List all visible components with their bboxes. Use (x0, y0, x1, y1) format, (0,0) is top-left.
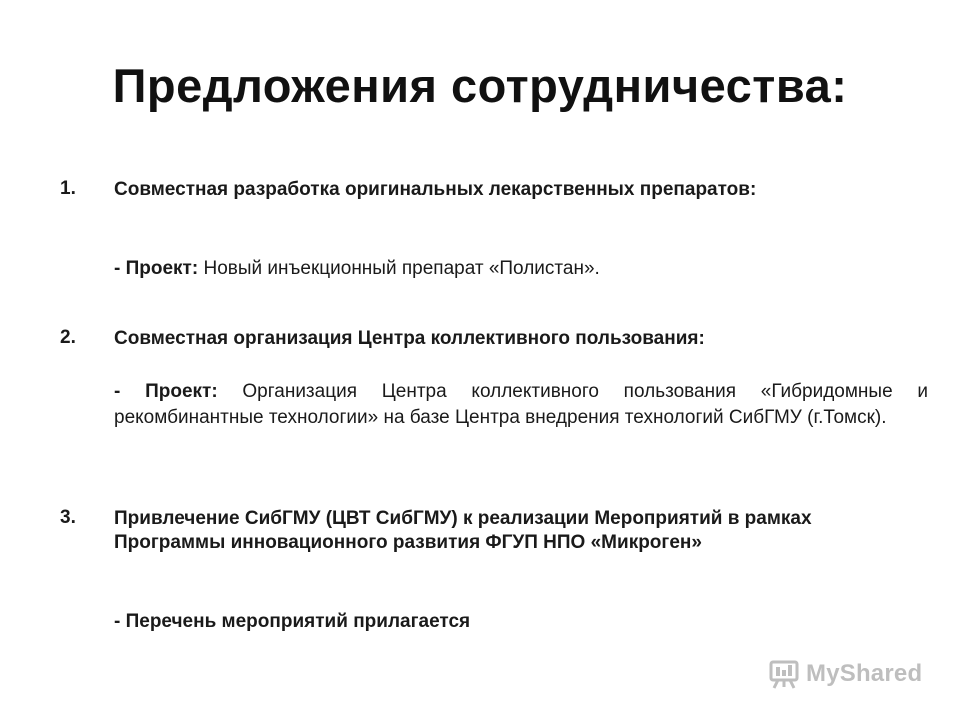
watermark-text: MyShared (806, 660, 923, 687)
watermark (768, 656, 922, 692)
item-detail (114, 256, 928, 282)
item-number: 2. (60, 327, 76, 348)
item-number: 1. (60, 178, 76, 199)
item-number: 3. (60, 507, 76, 528)
project-description: Новый инъекционный препарат «Полистан». (198, 258, 600, 279)
slide-title: Предложения сотрудничества: (112, 59, 848, 112)
project-description: Организация Центра коллективного пользования «Гибридомные и рекомбинантные технологии» на базе Центра внедрения технологий СибГМУ (г.Томск). (114, 381, 929, 428)
project-label: - Проект: (114, 258, 199, 279)
item-detail: - Перечень мероприятий прилагается (114, 611, 471, 632)
item-detail (114, 379, 928, 431)
item-heading: Привлечение СибГМУ (ЦВТ СибГМУ) к реализации Мероприятий в рамках Программы инновационного развития ФГУП НПО «Микроген» (114, 508, 812, 553)
item-heading: Совместная разработка оригинальных лекарственных препаратов: (114, 179, 757, 200)
presentation-board-icon (768, 658, 800, 690)
item-heading: Совместная организация Центра коллективного пользования: (114, 328, 705, 349)
project-label: - Проект: (114, 381, 218, 402)
